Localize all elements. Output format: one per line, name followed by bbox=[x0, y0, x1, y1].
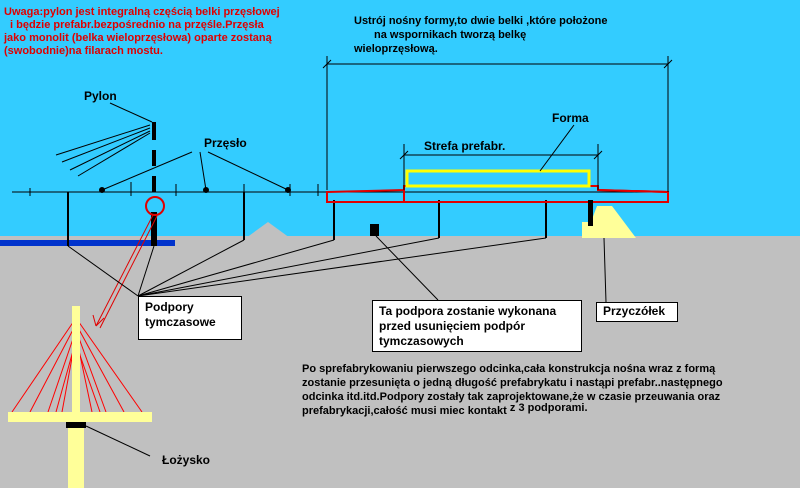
podpora-box-line3: tymczasowych bbox=[379, 334, 464, 348]
pylon-note-line3: jako monolit (belka wieloprzęsłowa) oparte zostaną bbox=[4, 32, 272, 44]
podpora-box-line1: Ta podpora zostanie wykonana bbox=[379, 304, 557, 318]
podpory-box-line2: tymczasowe bbox=[145, 315, 216, 329]
podpora-box-line2: przed usunięciem podpór bbox=[379, 319, 526, 333]
ustroj-note-line2: na wspornikach tworzą belkę bbox=[374, 29, 527, 41]
abutment-post bbox=[588, 200, 593, 226]
podpora-note-box bbox=[372, 300, 582, 352]
procedure-note-line4-tail: z 3 podporami. bbox=[509, 402, 588, 414]
przeslo-label: Przęsło bbox=[204, 136, 247, 150]
ustroj-note-line3: wieloprzęsłową. bbox=[354, 43, 438, 55]
podpory-box-line1: Podpory bbox=[145, 300, 194, 314]
detail-pier bbox=[68, 428, 84, 488]
forma-label: Forma bbox=[552, 111, 589, 125]
podpory-tymczasowe-box bbox=[138, 296, 242, 340]
pylon-note-line4: (swobodnie)na filarach mostu. bbox=[4, 45, 163, 57]
procedure-note-line4 bbox=[302, 404, 723, 418]
detail-deck bbox=[8, 412, 152, 422]
water-strip bbox=[0, 240, 175, 246]
procedure-note-line2: zostanie przesunięta o jedną długość prefabrykatu i nastąpi prefabr..następnego bbox=[302, 377, 723, 389]
ustroj-note bbox=[354, 14, 607, 56]
procedure-note-line3: odcinka itd.itd.Podpory zostały tak zaprojektowane,że w czasie przeuwania oraz bbox=[302, 391, 721, 403]
przyczolek-box: Przyczółek bbox=[596, 302, 678, 322]
pylon-note-line2: i będzie prefabr.bezpośrednio na przęśle.Przęsła bbox=[10, 19, 264, 31]
pylon-note-line1: Uwaga:pylon jest integralną częścią belki przęsłowej bbox=[4, 6, 280, 18]
pier-block bbox=[370, 224, 379, 236]
procedure-note bbox=[302, 362, 723, 418]
strefa-label: Strefa prefabr. bbox=[424, 139, 506, 153]
procedure-note-line1: Po sprefabrykowaniu pierwszego odcinka,cała konstrukcja nośna wraz z formą bbox=[302, 363, 716, 375]
ustroj-note-line1: Ustrój nośny formy,to dwie belki ,które położone bbox=[354, 15, 608, 27]
lozysko-label: Łożysko bbox=[162, 453, 211, 467]
procedure-note-line4-main: prefabrykacji,całość musi miec kontakt bbox=[302, 405, 507, 417]
pylon-label: Pylon bbox=[84, 89, 117, 103]
pylon-note bbox=[4, 6, 280, 58]
detail-bearing bbox=[66, 422, 86, 428]
detail-pylon bbox=[72, 306, 80, 416]
